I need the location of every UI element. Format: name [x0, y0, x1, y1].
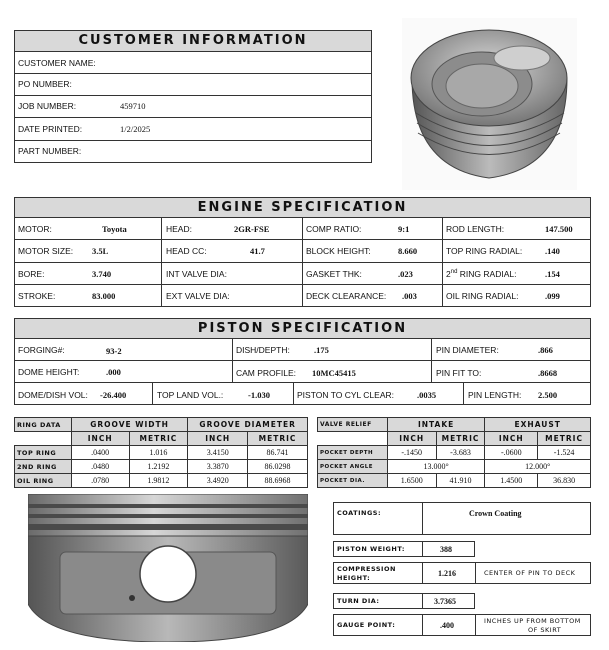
top-land-vol-label: TOP LAND VOL.: [157, 390, 224, 400]
table-row: OIL RING .0780 1.9812 3.4920 88.6968 [15, 474, 308, 488]
coatings-value: Crown Coating [469, 509, 522, 518]
dome-height-label: DOME HEIGHT: [18, 367, 80, 377]
rod-length-value: 147.500 [545, 224, 573, 234]
forging-label: FORGING#: [18, 345, 65, 355]
gauge-point-label: GAUGE POINT: [337, 621, 396, 629]
exhaust-metric-header: METRIC [538, 432, 591, 446]
compression-height-note: CENTER OF PIN TO DECK [484, 569, 576, 577]
engine-spec-header: ENGINE SPECIFICATION [14, 197, 591, 218]
piston-cyl-clear-value: .0035 [417, 390, 437, 400]
valve-relief-table [317, 417, 591, 488]
ring-data-table [14, 417, 308, 488]
coatings-box [333, 502, 591, 535]
deck-clearance-label: DECK CLEARANCE: [306, 291, 387, 301]
coatings-label: COATINGS: [337, 509, 382, 517]
pin-diameter-label: PIN DIAMETER: [436, 345, 499, 355]
head-value: 2GR-FSE [234, 224, 270, 234]
dome-dish-vol-label: DOME/DISH VOL: [18, 390, 88, 400]
ring-data-corner: RING DATA [15, 418, 72, 432]
pin-length-label: PIN LENGTH: [468, 390, 522, 400]
gauge-point-value: .400 [440, 621, 454, 630]
compression-height-value: 1.216 [438, 569, 456, 578]
dish-depth-value: .175 [314, 345, 329, 355]
forging-value: 93-2 [106, 346, 122, 356]
pin-length-value: 2.500 [538, 390, 558, 400]
top-ring-radial-label: TOP RING RADIAL: [446, 246, 523, 256]
block-height-value: 8.660 [398, 246, 418, 256]
rod-length-label: ROD LENGTH: [446, 224, 505, 234]
oil-ring-radial-value: .099 [545, 291, 560, 301]
oil-ring-radial-label: OIL RING RADIAL: [446, 291, 519, 301]
pin-diameter-value: .866 [538, 345, 553, 355]
pin-fit-label: PIN FIT TO: [436, 368, 482, 378]
table-row: 2ND RING .0480 1.2192 3.3870 86.0298 [15, 460, 308, 474]
intake-inch-header: INCH [387, 432, 436, 446]
exhaust-inch-header: INCH [485, 432, 538, 446]
compression-height-label-2: HEIGHT: [337, 574, 371, 582]
turn-dia-value: 3.7365 [434, 597, 456, 606]
piston-cyl-clear-label: PISTON TO CYL CLEAR: [297, 390, 394, 400]
stroke-label: STROKE: [18, 291, 56, 301]
piston-3d-image [402, 18, 577, 190]
motor-label: MOTOR: [18, 224, 52, 234]
part-number-label: PART NUMBER: [18, 146, 82, 156]
groove-diameter-header: GROOVE DIAMETER [188, 418, 308, 432]
customer-info-header: CUSTOMER INFORMATION [14, 30, 372, 52]
intake-header: INTAKE [387, 418, 485, 432]
valve-relief-corner: VALVE RELIEF [318, 418, 388, 432]
table-row: POCKET ANGLE 13.000° 12.000° [318, 460, 591, 474]
dish-depth-label: DISH/DEPTH: [236, 345, 290, 355]
gauge-point-note-2: OF SKIRT [528, 626, 562, 634]
head-cc-label: HEAD CC: [166, 246, 207, 256]
groove-width-header: GROOVE WIDTH [71, 418, 187, 432]
piston-weight-label: PISTON WEIGHT: [337, 545, 406, 553]
motor-size-value: 3.5L [92, 246, 109, 256]
date-printed-label: DATE PRINTED: [18, 124, 83, 134]
job-number-label: JOB NUMBER: [18, 101, 77, 111]
stroke-value: 83.000 [92, 291, 116, 301]
gw-inch-header: INCH [71, 432, 129, 446]
table-row: POCKET DIA. 1.6500 41.910 1.4500 36.830 [318, 474, 591, 488]
gd-inch-header: INCH [188, 432, 248, 446]
cam-profile-label: CAM PROFILE: [236, 368, 296, 378]
comp-ratio-label: COMP RATIO: [306, 224, 362, 234]
cam-profile-value: 10MC45415 [312, 368, 356, 378]
bore-value: 3.740 [92, 269, 112, 279]
gasket-thk-value: .023 [398, 269, 413, 279]
job-number-value: 459710 [120, 101, 146, 111]
deck-clearance-value: .003 [402, 291, 417, 301]
gauge-point-note-1: INCHES UP FROM BOTTOM [484, 617, 581, 625]
piston-weight-value: 388 [440, 545, 452, 554]
po-number-label: PO NUMBER: [18, 79, 72, 89]
second-ring-radial-label: 2nd RING RADIAL: [446, 269, 517, 279]
pin-fit-value: .8668 [538, 368, 558, 378]
block-height-label: BLOCK HEIGHT: [306, 246, 371, 256]
head-cc-value: 41.7 [250, 246, 265, 256]
comp-ratio-value: 9:1 [398, 224, 410, 234]
date-printed-value: 1/2/2025 [120, 124, 151, 134]
intake-metric-header: METRIC [436, 432, 485, 446]
piston-spec-header: PISTON SPECIFICATION [14, 318, 591, 339]
piston-side-image [28, 494, 308, 642]
gd-metric-header: METRIC [248, 432, 308, 446]
table-row: POCKET DEPTH -.1450 -3.683 -.0600 -1.524 [318, 446, 591, 460]
top-land-vol-value: -1.030 [248, 390, 270, 400]
second-ring-radial-value: .154 [545, 269, 560, 279]
customer-name-label: CUSTOMER NAME: [18, 58, 96, 68]
dome-height-value: .000 [106, 367, 121, 377]
top-ring-radial-value: .140 [545, 246, 560, 256]
ext-valve-dia-label: EXT VALVE DIA: [166, 291, 230, 301]
motor-size-label: MOTOR SIZE: [18, 246, 74, 256]
head-label: HEAD: [166, 224, 192, 234]
table-row: TOP RING .0400 1.016 3.4150 86.741 [15, 446, 308, 460]
bore-label: BORE: [18, 269, 45, 279]
motor-value: Toyota [102, 224, 127, 234]
exhaust-header: EXHAUST [485, 418, 591, 432]
compression-height-label-1: COMPRESSION [337, 565, 396, 573]
gw-metric-header: METRIC [129, 432, 188, 446]
dome-dish-vol-value: -26.400 [100, 390, 127, 400]
turn-dia-label: TURN DIA: [337, 597, 380, 605]
gasket-thk-label: GASKET THK: [306, 269, 362, 279]
int-valve-dia-label: INT VALVE DIA: [166, 269, 227, 279]
